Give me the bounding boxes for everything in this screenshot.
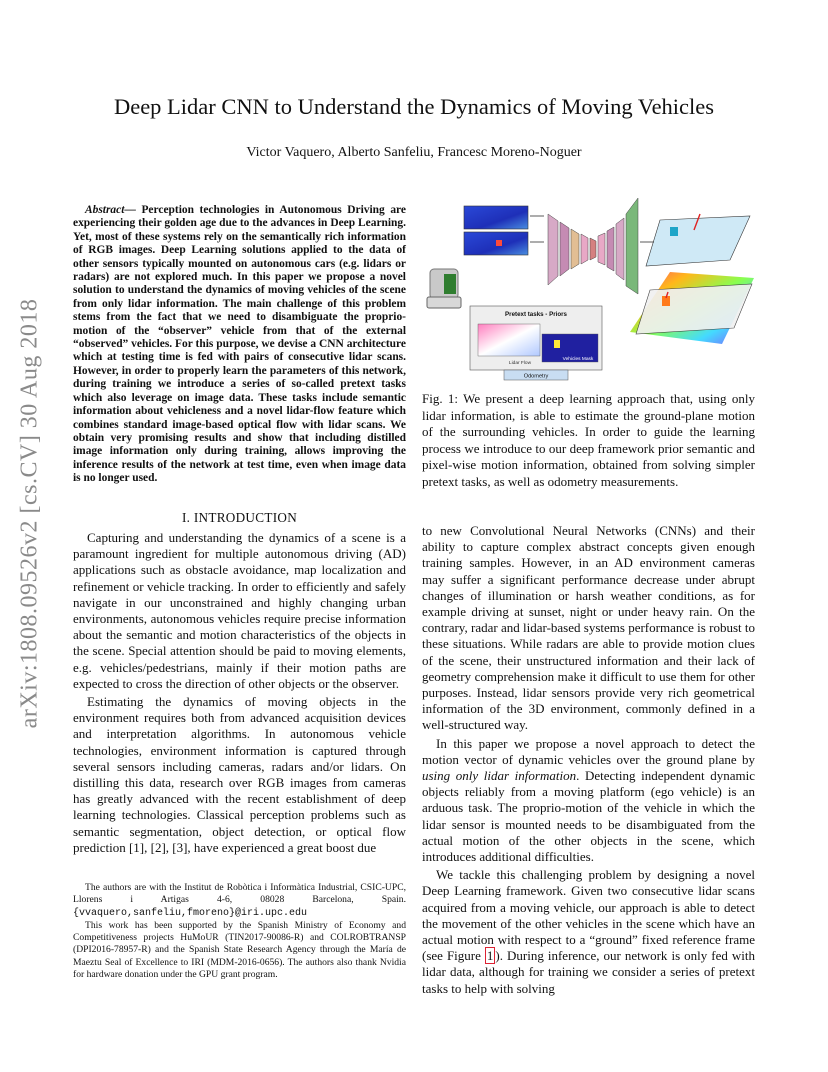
emphasis-only-lidar: using only lidar information: [422, 768, 577, 784]
intro-paragraph-3: to new Convolutional Neural Networks (CNNs) and their ability to capture complex abstract concepts given enough training samples. However, in an AD environment cameras may suffer a significant performance decrease under abrupt changes of illumination or harsh weather conditions, as for example driving at sunset, night or under heavy rain. On the contrary, radar and lidar-based systems performance is robust to these situations. While radars are able to provide motion clues of the scene, their unstructured information and their lack of geometry comprehension make it difficult to use them for other purposes. Instead, lidar sensors provide very rich geometrical information of the 3D environment, commonly defined in a well-structured way.: [422, 523, 755, 733]
cnn-architecture: [548, 198, 638, 294]
intro-paragraph-2: Estimating the dynamics of moving objects in the environment requires both from advanced acquisition devices and interpretation algorithms. In autonomous vehicle technologies, environment information is captured through several sensors including cameras, radars and/or lidars. On distilling this data, research over RGB images from cameras has greatly advanced with the recent establishment of deep learning technologies. Classical perception problems such as semantic segmentation, object detection, or optical flow prediction [1], [2], [3], have experienced a great boost due: [73, 694, 406, 855]
figure-caption: Fig. 1: We present a deep learning approach that, using only lidar information, is able to estimate the ground-plane motion of the surrounding vehicles. In order to guide the learning process we introduce to our deep framework prior semantic and pixel-wise motion information, obtained from solving simpler pretext tasks, as well as odometry measurements.: [422, 391, 755, 489]
footnote: [73, 882, 406, 981]
section-heading-introduction: I. INTRODUCTION: [181, 510, 298, 525]
column-left-body: [73, 530, 406, 858]
footnote-affiliation: The authors are with the Institut de Robòtica i Informàtica Industrial, CSIC-UPC, Llorens i Artigas 4-6, 08028 Barcelona, Spain.: [73, 882, 406, 906]
ground-plane-output: [630, 214, 754, 344]
intro-paragraph-5: We tackle this challenging problem by designing a novel Deep Learning framework. Given two consecutive lidar scans acquired from a moving vehicle, our approach is able to detect the movement of the other vehicles in the scene which have an actual motion with respect to a “ground” fixed reference frame (see Figure 1 ). During inference, our network is only fed with lidar data, although for training we consider a series of pretext tasks to help with solving: [422, 867, 756, 996]
odometry-label: Odometry: [523, 373, 549, 380]
pretext-tasks-box: [470, 306, 602, 380]
lidar-input-images: [464, 206, 528, 255]
lidar-flow-label: Lidar Flow: [508, 361, 532, 366]
figure-1: [424, 194, 754, 386]
intro-paragraph-4: In this paper we propose a novel approach to detect the motion vector of dynamic vehicles over the ground plane by using only lidar information. Detecting independent dynamic objects reliably from a moving platform (ego vehicle) is an arduous task. The proprio-motion of the vehicle in which the lidar sensor is mounted needs to be disambiguated from the actual motion of the other objects in the scene, which introduces additional difficulties.: [422, 735, 755, 865]
abstract-text: — Perception technologies in Autonomous Driving are experiencing their golden age due to the advances in Deep Learning. Yet, most of these systems rely on the semantically rich information of RGB images. Deep Learning solutions applied to the data of other sensors typically mounted on autonomous cars (e.g. lidars or radars) are not explored much. In this paper we propose a novel solution to understand the dynamics of moving vehicles of the scene from only lidar information. The main challenge of this problem stems from the fact that we need to disambiguate the proprio-motion of the “observer” vehicle from that of the external “observed” vehicles. For this purpose, we devise a CNN architecture which at testing time is fed with pairs of consecutive lidar scans. However, in order to properly learn the parameters of this network, during training we introduce a series of so-called pretext tasks which also leverage on image data. These tasks include semantic information about vehicleness and a novel lidar-flow feature which combines standard image-based optical flow with lidar scans. We obtain very promising results and show that including distilled image information only during training, allows improving the inference results of the network at test time, even when image data is no longer used.: [73, 204, 406, 485]
column-right-body: [422, 523, 755, 999]
lidar-sensor-icon: [427, 269, 461, 308]
arxiv-stamp: arXiv:1808.09526v2 [cs.CV] 30 Aug 2018: [16, 298, 43, 728]
figure-reference-link[interactable]: 1: [486, 948, 494, 964]
intro-paragraph-1: Capturing and understanding the dynamics of a scene is a paramount ingredient for multiple autonomous driving (AD) applications such as obstacle avoidance, map localization and refinement or vehicle tracking. In order to efficiently and safely navigate in our unconstrained and highly changing urban environments, autonomous vehicles require precise information about the semantic and motion characteristics of the objects in the scene. Special attention should be paid to moving elements, e.g. vehicles/pedestrians, mainly if their motion paths are expected to cross the direction of other objects or the observer.: [73, 530, 406, 691]
pretext-box-title: Pretext tasks - Priors: [505, 311, 567, 318]
abstract-label: Abstract: [85, 204, 125, 216]
vehicles-mask-label: Vehicles Mask: [562, 357, 594, 362]
abstract: [73, 204, 406, 486]
paper-title: Deep Lidar CNN to Understand the Dynamics of Moving Vehicles: [113, 94, 715, 119]
footnote-funding: This work has been supported by the Spanish Ministry of Economy and Competitiveness projects HuMoUR (TIN2017-90086-R) and COLROBTRANSP (DPI2016-78957-R) and the Spanish State Research Agency through the María de Maeztu Seal of Excellence to IRI (MDM-2016-0656). The authors also thank Nvidia for hardware donation under the GPU grant program.: [73, 919, 406, 981]
author-list: Victor Vaquero, Alberto Sanfeliu, Francesc Moreno-Noguer: [246, 145, 582, 160]
footnote-emails: {vvaquero,sanfeliu,fmoreno}@iri.upc.edu: [73, 907, 308, 919]
